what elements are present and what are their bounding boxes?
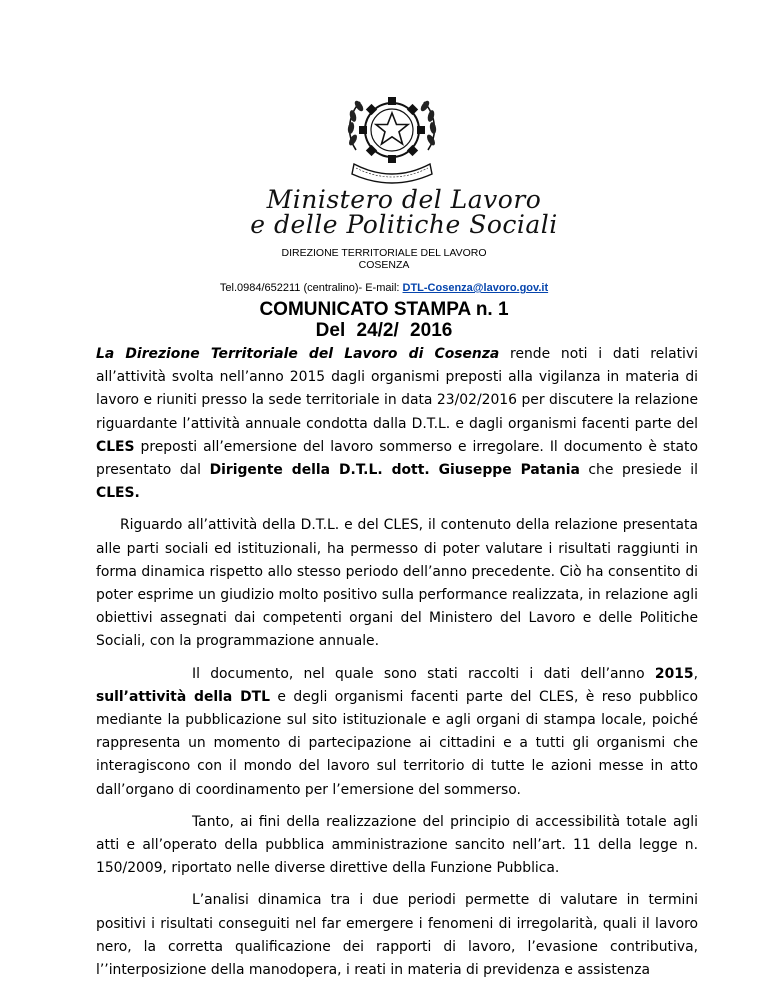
document-body — [96, 343, 698, 991]
paragraph-1-text-a: rende noti i dati relativi all’attività svolta nell’anno 2015 dagli organismi preposti alla vigilanza in materia di lavoro e riuniti presso la sede territoriale in data 23/02/2016 per discutere la relazione riguardante l’attività annuale condotta dalla D.T.L. e dagli organismi facenti parte del — [96, 346, 698, 432]
paragraph-3-year: 2015 — [654, 665, 694, 682]
contact-line — [0, 282, 768, 294]
repubblica-italiana-emblem-icon — [336, 80, 448, 188]
paragraph-3-text-a: Il documento, nel quale sono stati raccolti i dati dell’anno — [192, 665, 655, 682]
paragraph-3 — [96, 663, 698, 802]
press-release-date: Del 24/2/ 2016 — [315, 320, 453, 341]
office-name — [0, 247, 768, 271]
press-release-title: COMUNICATO STAMPA n. 1 — [259, 299, 509, 320]
paragraph-5: L’analisi dinamica tra i due periodi permette di valutare in termini positivi i risultati conseguiti nel far emergere i fenomeni di irregolarità, quali il lavoro nero, la corretta qualificazione dei rapporti di lavoro, l’evasione contributiva, l’’interposizione della manodopera, i reati in materia di previdenza e assistenza — [96, 892, 698, 979]
paragraph-4: Tanto, ai fini della realizzazione del principio di accessibilità totale agli atti e all’operato della pubblica amministrazione sancito nell’art. 11 della legge n. 150/2009, riportato nelle diverse direttive della Funzione Pubblica. — [96, 813, 698, 877]
paragraph-1-text-c: che presiede il — [579, 462, 699, 479]
paragraph-1 — [96, 343, 698, 505]
ministry-name-line2: e delle Politiche Sociali — [250, 210, 558, 239]
paragraph-1-cles: CLES — [96, 438, 135, 455]
paragraph-1-dirigente: Dirigente della D.T.L. dott. Giuseppe Patania — [209, 462, 580, 479]
paragraph-3-bold: sull’attività della DTL — [96, 688, 271, 705]
paragraph-2: Riguardo all’attività della D.T.L. e del CLES, il contenuto della relazione presentata alle parti sociali ed istituzionali, ha permesso di poter valutare i risultati raggiunti in forma dinamica rispetto allo stesso periodo dell’anno precedente. Ciò ha consentito di poter esprime un giudizio molto positivo sulla performance realizzata, in relazione agli obiettivi assegnati dai competenti organi del Ministero del Lavoro e delle Politiche Sociali, con la programmazione annuale. — [96, 517, 698, 650]
email-link[interactable]: DTL-Cosenza@lavoro.gov.it — [402, 282, 549, 294]
office-name-line2: COSENZA — [358, 259, 410, 271]
telephone-text: Tel.0984/652211 (centralino)- E-mail: — [219, 282, 403, 294]
paragraph-1-cles-end: CLES. — [96, 485, 140, 502]
office-name-line1: DIREZIONE TERRITORIALE DEL LAVORO — [281, 247, 487, 259]
paragraph-3-comma: , — [693, 665, 698, 682]
paragraph-3-text-b: e degli organismi facenti parte del CLES, è reso pubblico mediante la pubblicazione sul sito istituzionale e agli organi di stampa locale, poiché rappresenta un momento di partecipazione ai cittadini e a tutti gli organismi che interagiscono con il mondo del lavoro sul territorio di tutte le azioni messe in atto dall’organo di coordinamento per l’emersione del sommerso. — [96, 688, 698, 798]
paragraph-1-text-b: preposti all’emersione del lavoro sommerso e irregolare. Il documento è stato presentato dal — [96, 438, 698, 479]
paragraph-1-lead: La Direzione Territoriale del Lavoro di Cosenza — [96, 346, 500, 362]
ministry-name-line1: Ministero del Lavoro — [266, 185, 542, 214]
